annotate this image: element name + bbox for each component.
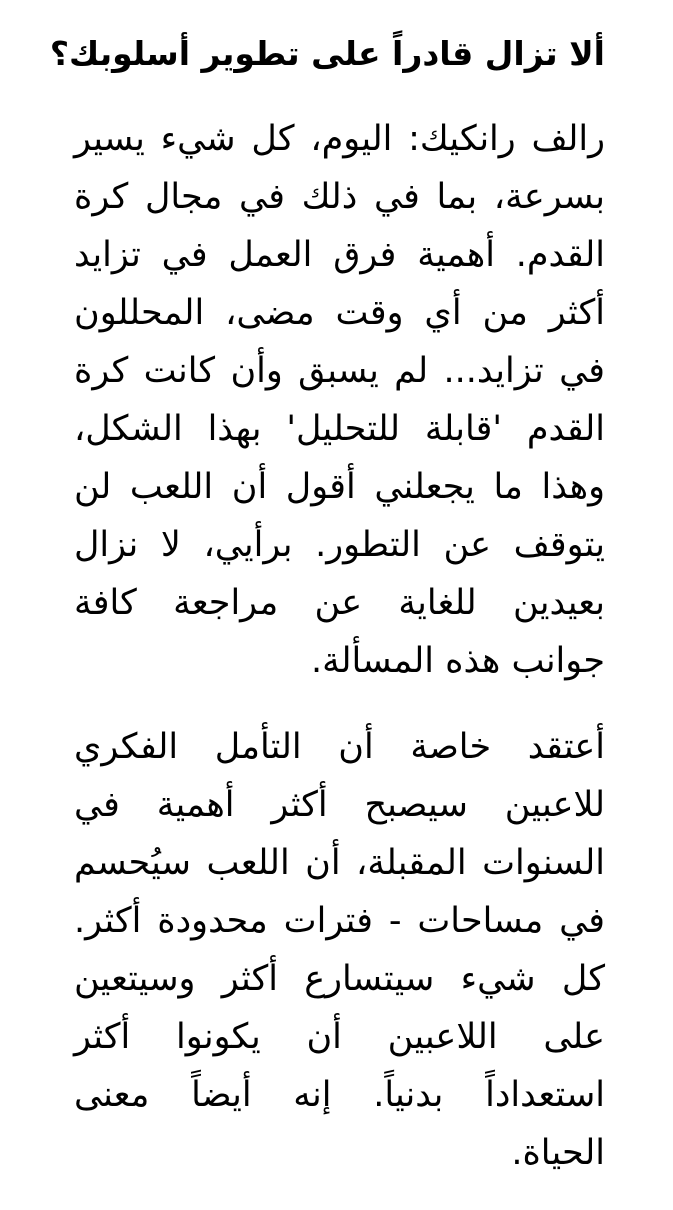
text-line: بعيدين للغاية عن مراجعة كافة — [74, 583, 605, 623]
text-line: بسرعة، بما في ذلك في مجال كرة — [74, 177, 605, 217]
text-line: في تزايد... لم يسبق وأن كانت كرة — [74, 351, 605, 391]
text-line: للاعبين سيصبح أكثر أهمية في — [74, 785, 605, 825]
text-line: جوانب هذه المسألة. — [310, 641, 605, 681]
text-line: السنوات المقبلة، أن اللعب سيُحسم — [74, 843, 605, 883]
paragraph — [74, 718, 605, 1182]
text-line: وهذا ما يجعلني أقول أن اللعب لن — [74, 467, 605, 507]
text-line: القدم 'قابلة للتحليل' بهذا الشكل، — [74, 409, 605, 449]
text-line: يتوقف عن التطور. برأيي، لا نزال — [74, 525, 605, 565]
text-line: أكثر من أي وقت مضى، المحللون — [74, 293, 605, 333]
text-line: في مساحات - فترات محدودة أكثر. — [74, 901, 605, 941]
text-line: على اللاعبين أن يكونوا أكثر — [74, 1017, 605, 1057]
article-title: ألا تزال قادراً على تطوير أسلوبك؟ — [49, 34, 605, 73]
text-line: استعداداً بدنياً. إنه أيضاً معنى — [74, 1075, 605, 1115]
text-line: الحياة. — [511, 1133, 605, 1173]
text-line: أعتقد خاصة أن التأمل الفكري — [74, 727, 605, 767]
text-line: القدم. أهمية فرق العمل في تزايد — [74, 235, 605, 275]
text-line: كل شيء سيتسارع أكثر وسيتعين — [74, 959, 605, 999]
text-line: رالف رانكيك: اليوم، كل شيء يسير — [74, 119, 605, 159]
article — [49, 28, 605, 1210]
paragraph — [74, 110, 605, 690]
